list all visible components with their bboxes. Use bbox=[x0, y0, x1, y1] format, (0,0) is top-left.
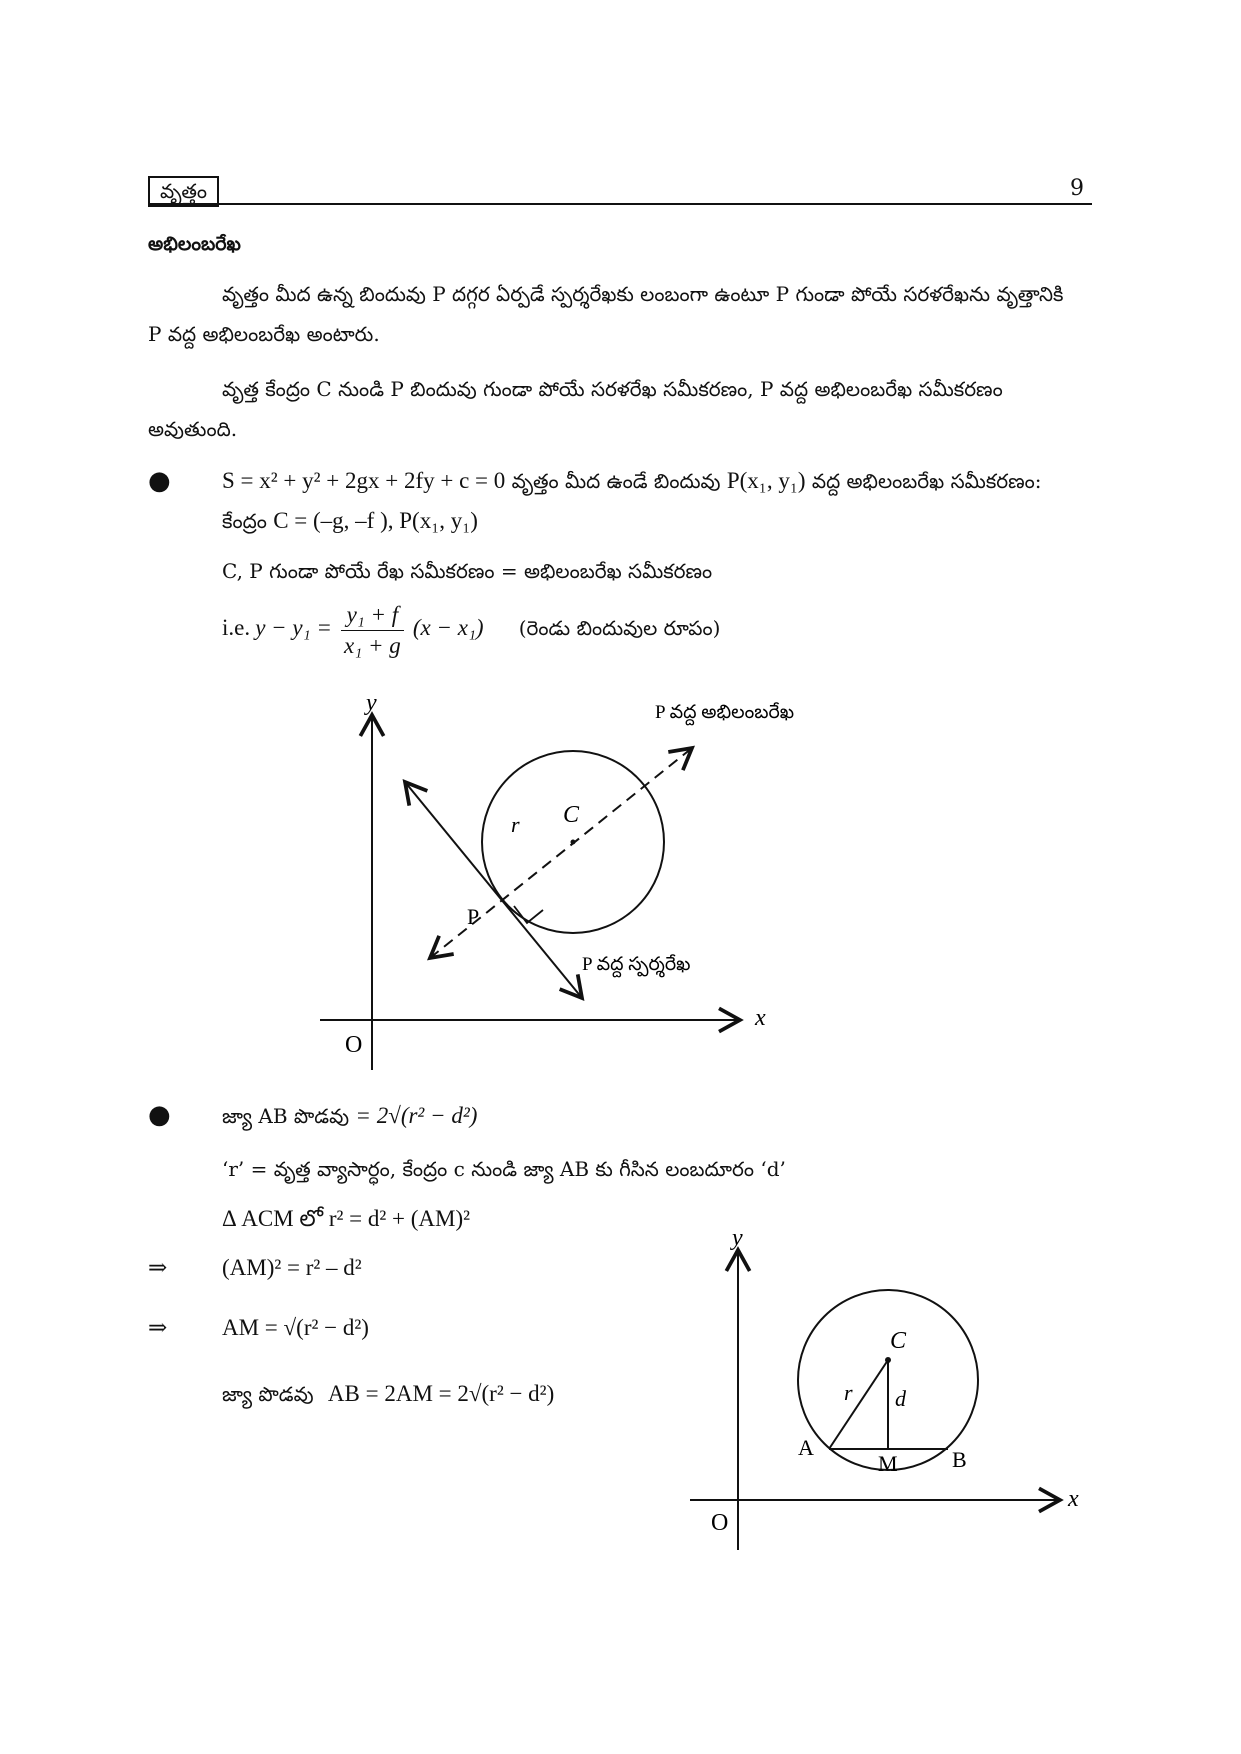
bullet1-line2 bbox=[222, 502, 478, 540]
circle-equation: S = x² + y² + 2gx + 2fy + c = 0 bbox=[222, 468, 506, 493]
normal-arrow-top bbox=[687, 748, 692, 752]
chord-length-line bbox=[222, 1097, 477, 1135]
center-label-c: C bbox=[563, 802, 580, 828]
header-rule bbox=[148, 203, 1092, 205]
normal-label: P వద్ద అభిలంబరేఖ bbox=[655, 702, 795, 723]
bullet-1: ● bbox=[148, 466, 171, 496]
chord-equation: = 2√(r² − d²) bbox=[355, 1103, 478, 1128]
definition-line: ‘r’ = వృత్త వ్యాసార్ధం, కేంద్రం c నుండి జ్యా AB కు గీసిన లంబదూరం ‘d’ bbox=[222, 1157, 786, 1181]
bullet1-text1: వృత్తం మీద ఉండే బిందువు bbox=[511, 469, 721, 493]
normal-equation bbox=[222, 600, 720, 661]
chord-diagram bbox=[680, 1220, 1100, 1560]
radius-ca bbox=[829, 1360, 888, 1449]
center-value: C = (–g, –f ), P(x₁, y₁) bbox=[273, 508, 478, 533]
fraction-denominator: x₁ + g bbox=[344, 633, 401, 658]
page-number: 9 bbox=[1070, 176, 1084, 201]
implies-2: ⇒ bbox=[148, 1315, 168, 1340]
ie-label: i.e. bbox=[222, 615, 251, 640]
normal-arrow-bottom bbox=[430, 954, 435, 958]
radius-label: r bbox=[844, 1380, 853, 1405]
x-axis-label: x bbox=[1068, 1486, 1079, 1512]
point-label-b: B bbox=[952, 1447, 967, 1472]
step-2: AM = √(r² − d²) bbox=[222, 1315, 369, 1340]
point-p: P(x₁, y₁) bbox=[726, 468, 806, 493]
intro-p2-line2: అవుతుంది. bbox=[148, 417, 238, 441]
chord-text: జ్యా AB పొడవు bbox=[222, 1104, 350, 1128]
center-label-c: C bbox=[890, 1328, 907, 1354]
origin-label: O bbox=[345, 1032, 363, 1058]
two-point-note: (రెండు బిందువుల రూపం) bbox=[518, 616, 721, 640]
fraction-numerator: y₁ + f bbox=[341, 600, 404, 631]
tangent-line bbox=[405, 782, 582, 998]
bullet1-line1 bbox=[222, 462, 1042, 500]
x-axis-label: x bbox=[755, 1005, 766, 1031]
equation-lhs: y − y₁ = bbox=[255, 615, 332, 640]
final-text: జ్యా పొడవు bbox=[222, 1382, 314, 1406]
final-line bbox=[222, 1375, 554, 1413]
point-label-m: M bbox=[878, 1451, 898, 1476]
equation-rhs: (x − x₁) bbox=[412, 615, 484, 640]
point-label-a: A bbox=[798, 1435, 814, 1460]
bullet1-line3: C, P గుండా పోయే రేఖ సమీకరణం = అభిలంబరేఖ సమీకరణం bbox=[222, 559, 713, 583]
intro-p1-line1: వృత్తం మీద ఉన్న బిందువు P దగ్గర ఏర్పడే స్పర్శరేఖకు లంబంగా ఉంటూ P గుండా పోయే సరళరేఖను వృత్తానికి bbox=[222, 282, 1064, 306]
center-label: కేంద్రం bbox=[222, 509, 267, 533]
tangent-label: P వద్ద స్పర్శరేఖ bbox=[582, 954, 691, 975]
bullet-2: ● bbox=[148, 1100, 171, 1130]
chapter-title: వృత్తం bbox=[160, 179, 208, 203]
implies-1: ⇒ bbox=[148, 1255, 168, 1280]
step-1: (AM)² = r² – d² bbox=[222, 1255, 362, 1280]
normal-diagram bbox=[300, 680, 820, 1080]
point-label-p: P bbox=[467, 904, 480, 929]
intro-p1-line2: P వద్ద అభిలంబరేఖ అంటారు. bbox=[148, 322, 380, 346]
y-axis-label: y bbox=[366, 690, 377, 716]
triangle-line: Δ ACM లో r² = d² + (AM)² bbox=[222, 1206, 471, 1231]
y-axis-label: y bbox=[732, 1225, 743, 1251]
origin-label: O bbox=[711, 1510, 729, 1536]
intro-p2-line1: వృత్త కేంద్రం C నుండి P బిందువు గుండా పోయే సరళరేఖ సమీకరణం, P వద్ద అభిలంబరేఖ సమీకరణం bbox=[222, 377, 1003, 401]
section-title: అభిలంబరేఖ bbox=[148, 233, 241, 255]
bullet1-text2: వద్ద అభిలంబరేఖ సమీకరణం: bbox=[811, 469, 1042, 493]
radius-label: r bbox=[511, 812, 520, 837]
slope-fraction bbox=[341, 600, 404, 661]
distance-label: d bbox=[895, 1386, 906, 1411]
final-equation: AB = 2AM = 2√(r² − d²) bbox=[327, 1381, 555, 1406]
